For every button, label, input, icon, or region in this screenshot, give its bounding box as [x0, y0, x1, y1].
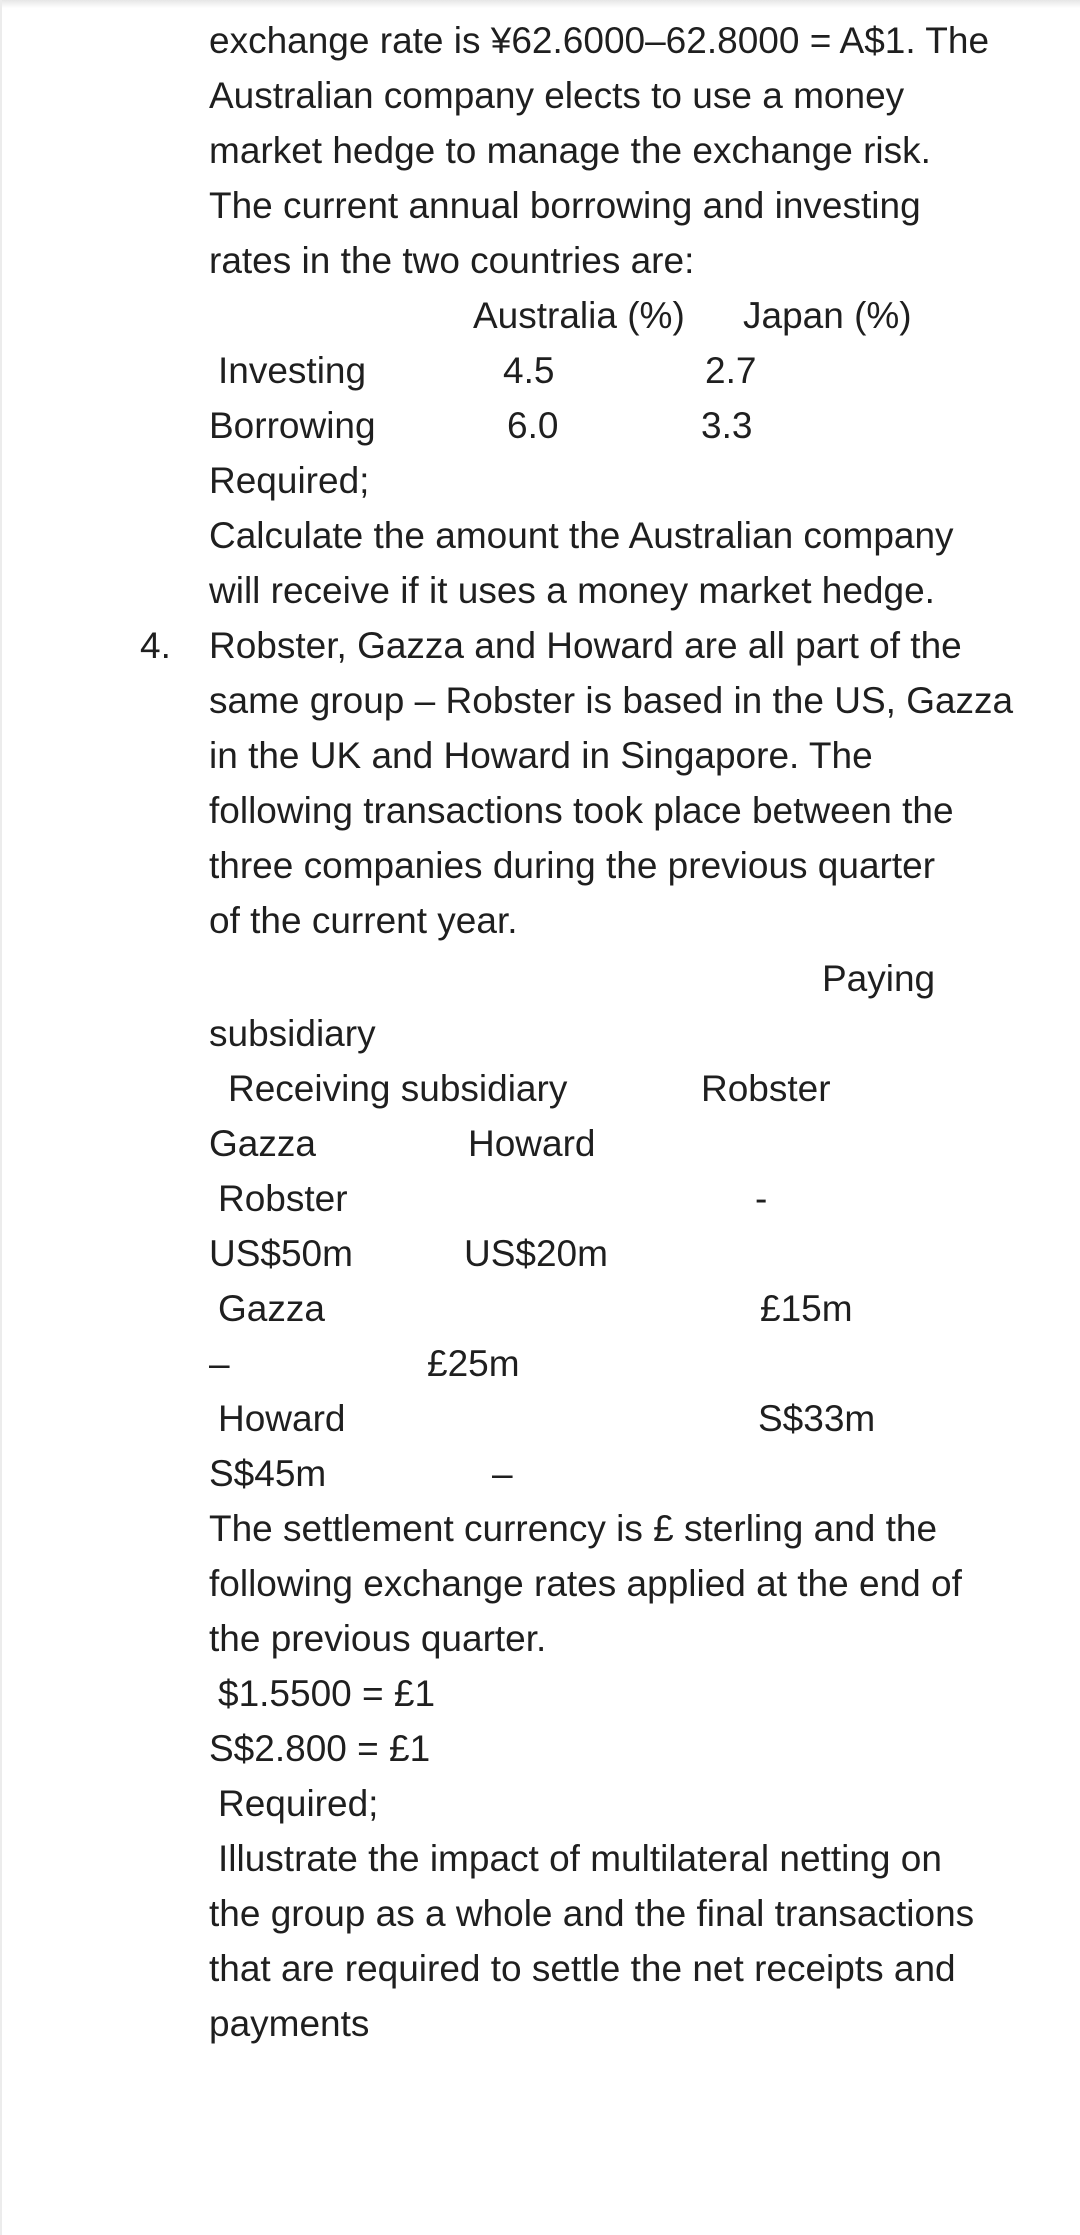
exchange-rate-sgd: S$2.800 = £1: [209, 1728, 431, 1769]
netting-cell-robster-gazza: US$50m: [209, 1233, 353, 1274]
left-page-border: [0, 0, 2, 2235]
task-line: the group as a whole and the final transactions: [209, 1893, 975, 1934]
question-line: same group – Robster is based in the US, Gazza: [209, 680, 1014, 721]
intro-line: rates in the two countries are:: [209, 240, 695, 281]
question-line: in the UK and Howard in Singapore. The: [209, 735, 873, 776]
netting-cell-robster-robster: -: [755, 1178, 768, 1219]
intro-line: market hedge to manage the exchange risk.: [209, 130, 931, 171]
netting-col-gazza: Gazza: [209, 1123, 316, 1164]
settlement-line: following exchange rates applied at the end of: [209, 1563, 962, 1604]
netting-receiving-header: Receiving subsidiary: [228, 1068, 568, 1109]
netting-cell-gazza-howard: £25m: [427, 1343, 520, 1384]
netting-cell-howard-gazza: S$45m: [209, 1453, 327, 1494]
question-line: Robster, Gazza and Howard are all part of the: [209, 625, 962, 666]
netting-col-robster: Robster: [701, 1068, 831, 1109]
exchange-rate-usd: $1.5500 = £1: [218, 1673, 436, 1714]
intro-line: The current annual borrowing and investing: [209, 185, 921, 226]
question-line: three companies during the previous quarter: [209, 845, 936, 886]
netting-cell-robster-howard: US$20m: [464, 1233, 608, 1274]
settlement-line: the previous quarter.: [209, 1618, 547, 1659]
rates-cell-australia: 6.0: [507, 405, 559, 446]
rates-cell-japan: 2.7: [705, 350, 757, 391]
intro-line: Australian company elects to use a money: [209, 75, 905, 116]
rates-row-label: Borrowing: [209, 405, 376, 446]
required-heading: Required;: [218, 1783, 379, 1824]
task-line: payments: [209, 2003, 370, 2044]
top-edge-shadow: [0, 0, 1080, 8]
netting-cell-gazza-robster: £15m: [760, 1288, 853, 1329]
netting-subsidiary-word: subsidiary: [209, 1013, 376, 1054]
netting-row-label-robster: Robster: [218, 1178, 348, 1219]
netting-row-label-gazza: Gazza: [218, 1288, 325, 1329]
rates-cell-australia: 4.5: [503, 350, 555, 391]
rates-header-japan: Japan (%): [743, 295, 912, 336]
task-line: Illustrate the impact of multilateral netting on: [218, 1838, 942, 1879]
task-line: Calculate the amount the Australian company: [209, 515, 954, 556]
rates-cell-japan: 3.3: [701, 405, 753, 446]
task-line: that are required to settle the net receipts and: [209, 1948, 956, 1989]
netting-paying-header: Paying: [822, 958, 936, 999]
intro-line: exchange rate is ¥62.6000–62.8000 = A$1. The: [209, 20, 990, 61]
task-line: will receive if it uses a money market hedge.: [209, 570, 935, 611]
settlement-line: The settlement currency is £ sterling and the: [209, 1508, 938, 1549]
required-heading: Required;: [209, 460, 370, 501]
netting-row-label-howard: Howard: [218, 1398, 346, 1439]
question-line: following transactions took place between the: [209, 790, 954, 831]
netting-cell-gazza-gazza: –: [209, 1343, 230, 1384]
netting-cell-howard-howard: –: [492, 1453, 513, 1494]
rates-row-label: Investing: [218, 350, 367, 391]
netting-cell-howard-robster: S$33m: [758, 1398, 876, 1439]
question-number: 4.: [140, 625, 171, 666]
question-line: of the current year.: [209, 900, 518, 941]
rates-header-australia: Australia (%): [473, 295, 685, 336]
netting-col-howard: Howard: [468, 1123, 596, 1164]
